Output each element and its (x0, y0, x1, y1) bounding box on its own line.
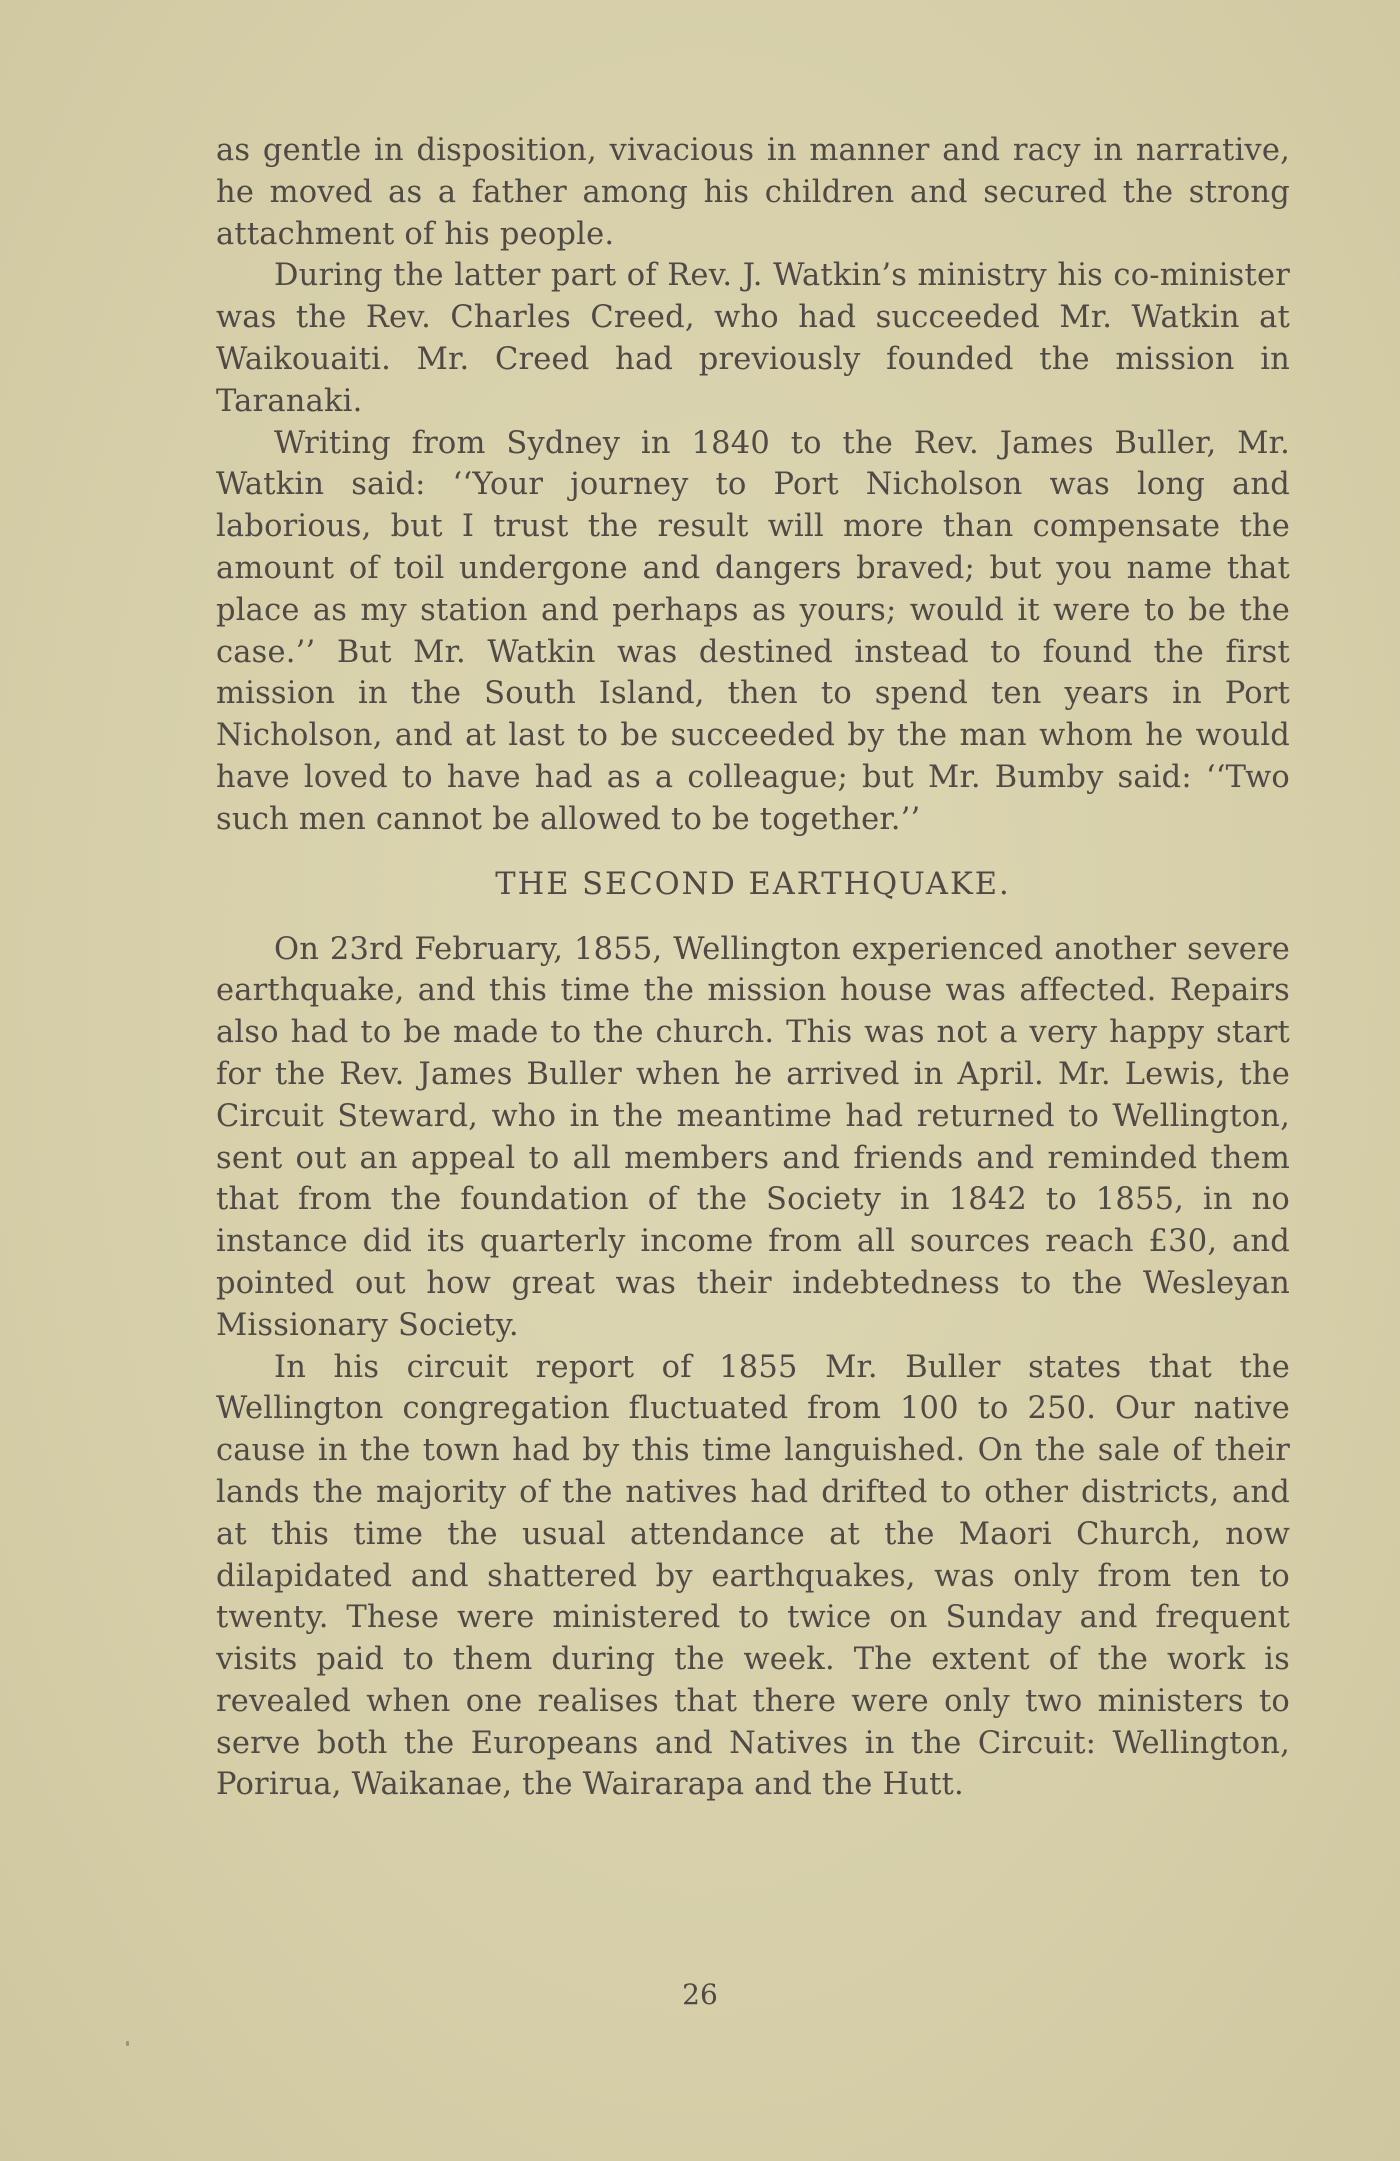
paper-speck (126, 2041, 129, 2046)
paragraph-letter-from-sydney: Writing from Sydney in 1840 to the Rev. James Buller, Mr. Watkin said: ‘‘Your journey to Port Nicholson was long and laborious, but I trust the result will more than compensate the amount of toil undergone and dangers braved; but you name that place as my station and perhaps as yours; would it were to be the case.’’ But Mr. Watkin was destined instead to found the first mission in the South Island, then to spend ten years in Port Nicholson, and at last to be succeeded by the man whom he would have loved to have had as a colleague; but Mr. Bumby said: ‘‘Two such men cannot be allowed to be together.’’ (216, 425, 1290, 837)
section-heading: THE SECOND EARTHQUAKE. (495, 866, 1011, 902)
paragraph-continuation: as gentle in disposition, vivacious in manner and racy in narrative, he moved as a father among his children and secured the strong attachment of his people. (216, 133, 1290, 252)
paragraph-circuit-report: In his circuit report of 1855 Mr. Buller states that the Wellington congregation fluctuated from 100 to 250. Our native cause in the town had by this time languished. On the sale of their lands the majority of the natives had drifted to other districts, and at this time the usual attendance at the Maori Church, now dilapidated and shattered by earthquakes, was only from ten to twenty. These were ministered to twice on Sunday and frequent visits paid to them during the week. The extent of the work is revealed when one realises that there were only two ministers to serve both the Europeans and Natives in the Circuit: Wellington, Porirua, Waikanae, the Wairarapa and the Hutt. (216, 1349, 1290, 1803)
paragraph-creed: During the latter part of Rev. J. Watkin’s ministry his co-minister was the Rev. Charles Creed, who had succeeded Mr. Watkin at Waikouaiti. Mr. Creed had previously founded the mission in Taranaki. (216, 258, 1290, 419)
page-body (216, 130, 1290, 1806)
paragraph-earthquake: On 23rd February, 1855, Wellington experienced another severe earthquake, and this time the mission house was affected. Repairs also had to be made to the church. This was not a very happy start for the Rev. James Buller when he arrived in April. Mr. Lewis, the Circuit Steward, who in the meantime had returned to Wellington, sent out an appeal to all members and friends and reminded them that from the foundation of the Society in 1842 to 1855, in no instance did its quarterly income from all sources reach £30, and pointed out how great was their indebtedness to the Wesleyan Missionary Society. (216, 931, 1290, 1343)
page-number: 26 (682, 1978, 718, 2011)
